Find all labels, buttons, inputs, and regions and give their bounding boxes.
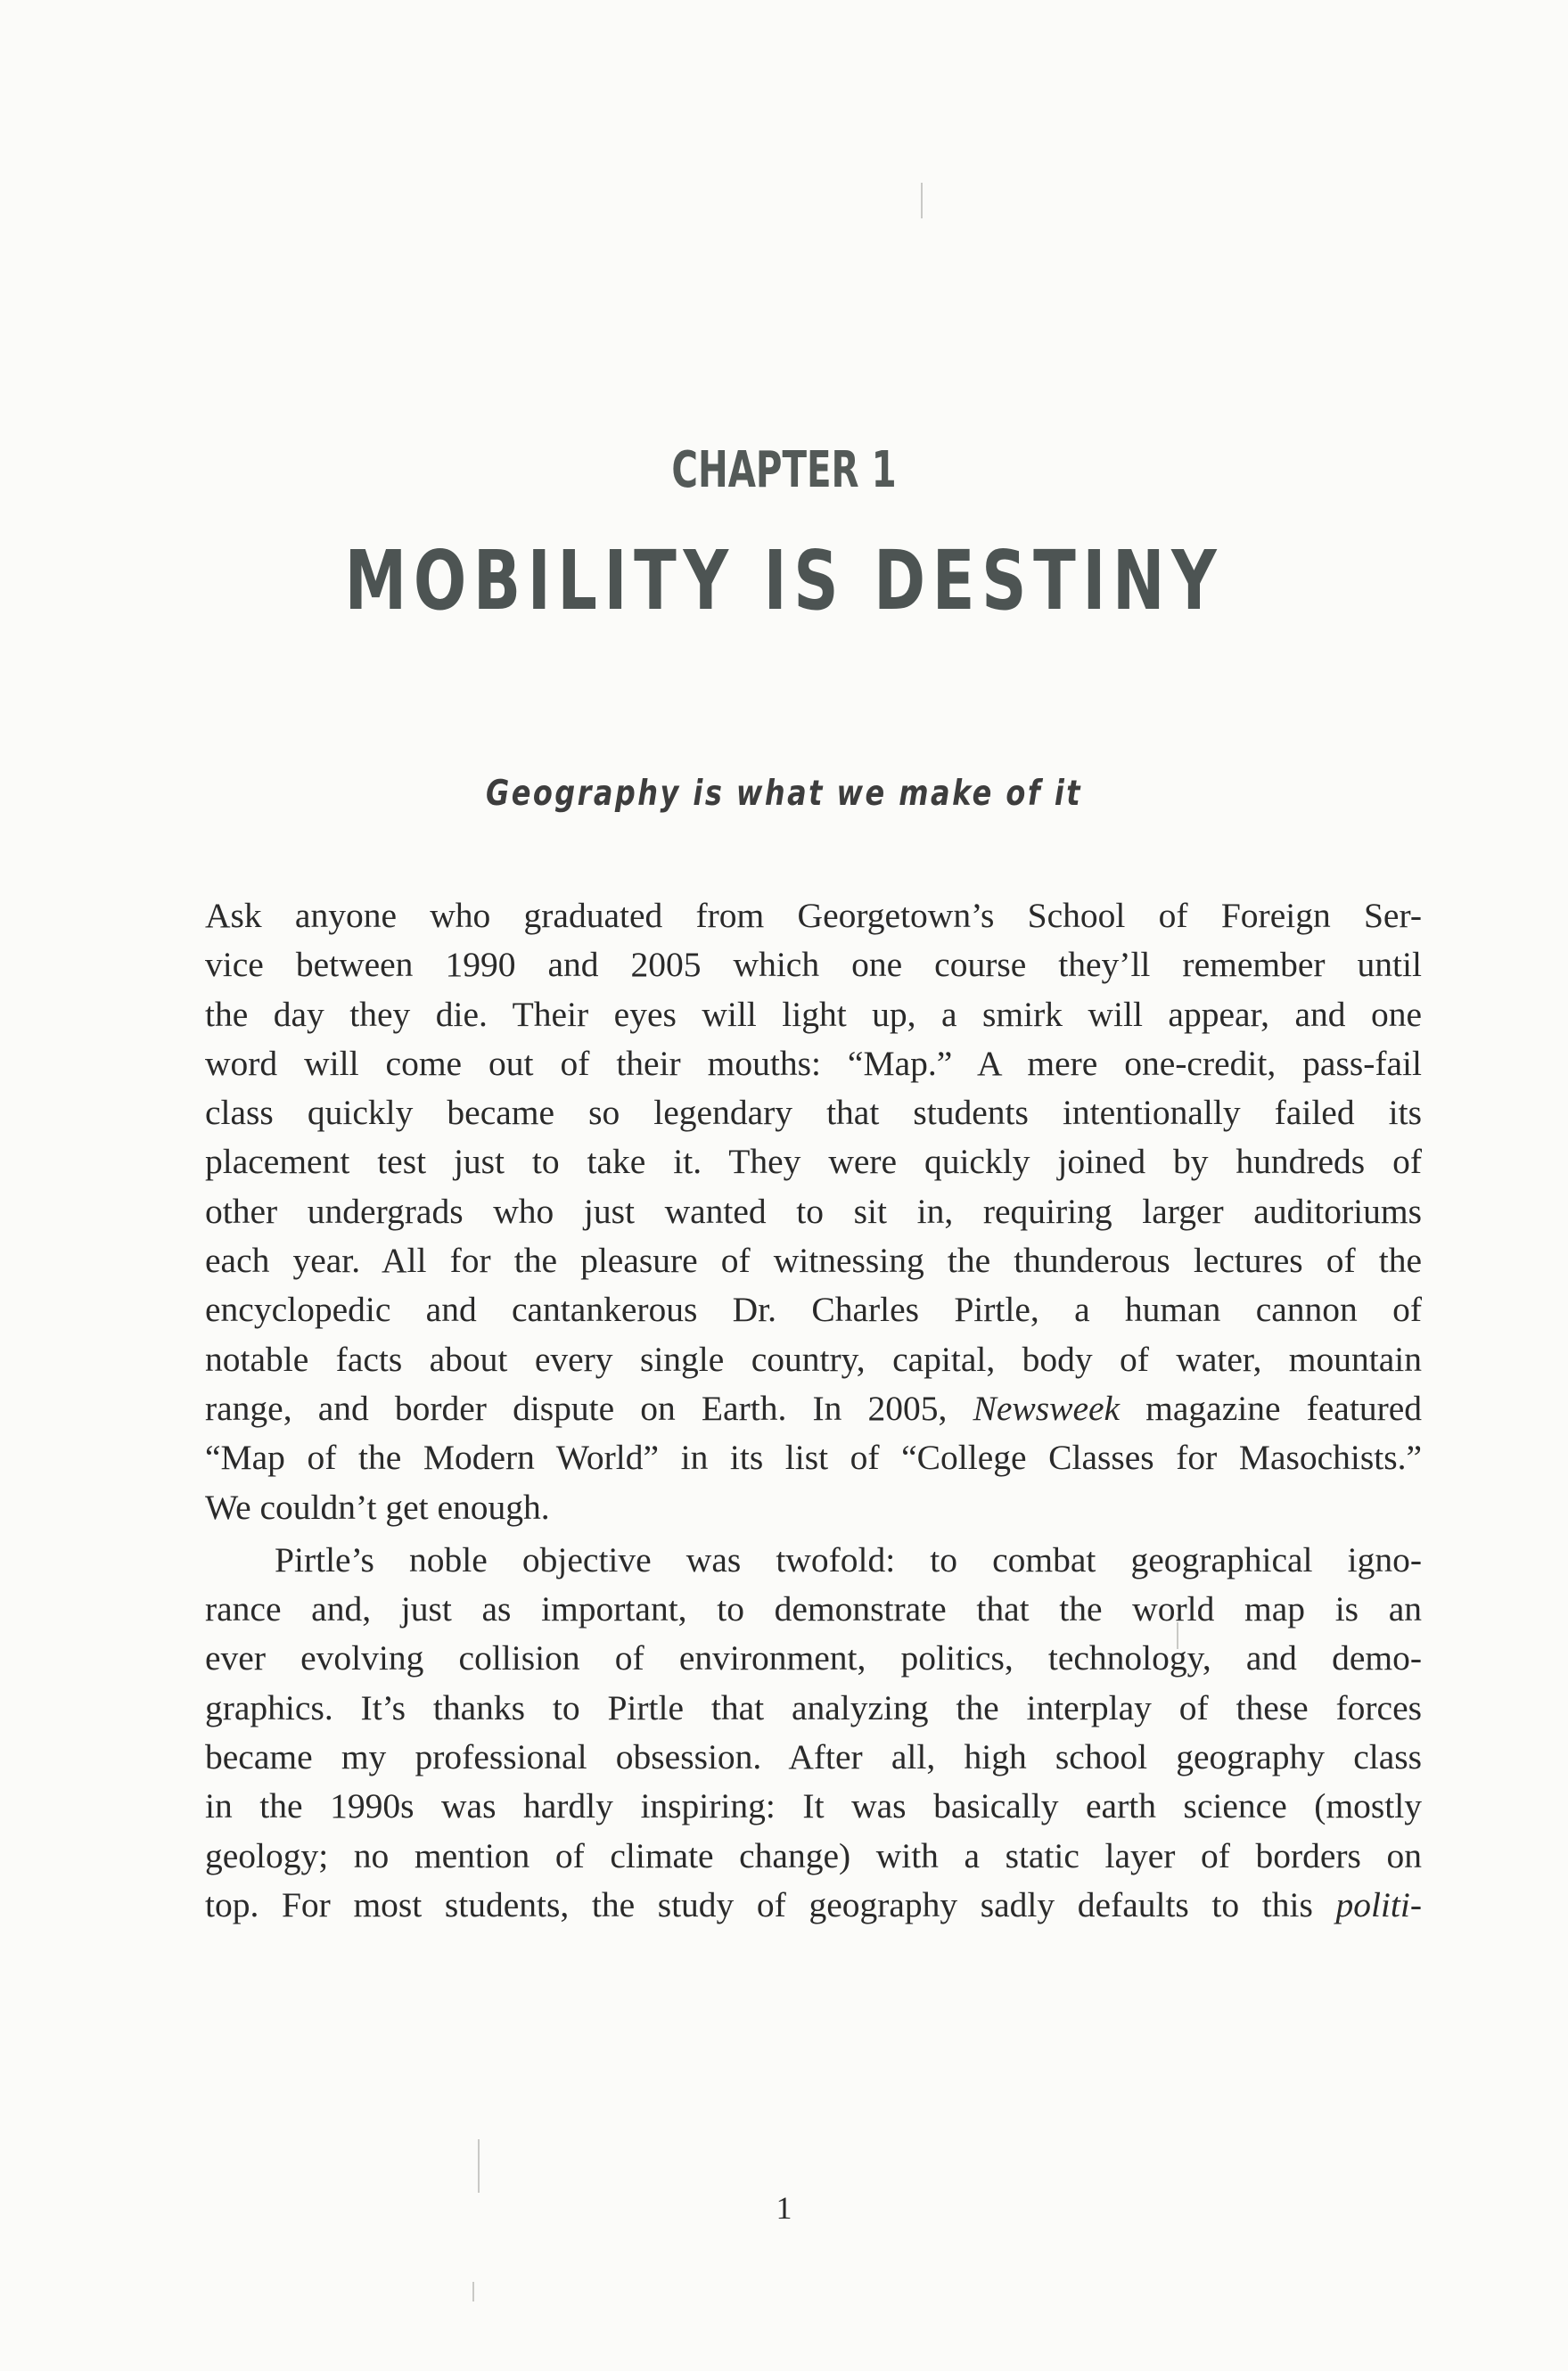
paragraph-2 xyxy=(205,1536,1422,1930)
text-line: class quickly became so legendary that students intentionally failed its xyxy=(205,1093,1422,1133)
text-line: We couldn’t get enough. xyxy=(205,1487,550,1527)
text-line: geology; no mention of climate change) with a static layer of borders on xyxy=(205,1835,1422,1875)
text-line: vice between 1990 and 2005 which one course they’ll remember until xyxy=(205,945,1422,985)
scan-speck xyxy=(472,2282,474,2301)
text-line: Pirtle’s noble objective was twofold: to combat geographical igno- xyxy=(275,1539,1422,1579)
text-line: rance and, just as important, to demonstrate that the world map is an xyxy=(205,1589,1422,1629)
text-line: notable facts about every single country, capital, body of water, mountain xyxy=(205,1339,1422,1379)
text-line xyxy=(205,1384,1422,1433)
text-segment: top. For most students, the study of geography sadly defaults to this xyxy=(205,1884,1313,1924)
text-line: encyclopedic and cantankerous Dr. Charles Pirtle, a human cannon of xyxy=(205,1290,1422,1330)
text-line: each year. All for the pleasure of witnessing the thunderous lectures of the xyxy=(205,1241,1422,1281)
text-line: other undergrads who just wanted to sit in, requiring larger auditoriums xyxy=(205,1191,1422,1231)
text-segment: range, and border dispute on Earth. In 2005, xyxy=(205,1388,948,1428)
text-line: in the 1990s was hardly inspiring: It was basically earth science (mostly xyxy=(205,1786,1422,1826)
text-line: ever evolving collision of environment, politics, technology, and demo- xyxy=(205,1638,1422,1678)
text-segment: magazine featured xyxy=(1145,1388,1422,1428)
chapter-title: MOBILITY IS DESTINY xyxy=(344,533,1224,628)
scan-speck xyxy=(921,183,923,218)
italic-title: Newsweek xyxy=(973,1388,1121,1428)
body-text xyxy=(205,891,1422,1930)
text-line: the day they die. Their eyes will light up, a smirk will appear, and one xyxy=(205,994,1422,1034)
text-line: word will come out of their mouths: “Map.” A mere one-credit, pass-fail xyxy=(205,1043,1422,1083)
page-number: 1 xyxy=(776,2190,792,2226)
text-line xyxy=(205,1881,1422,1930)
text-line: became my professional obsession. After all, high school geography class xyxy=(205,1737,1422,1777)
text-line: graphics. It’s thanks to Pirtle that analyzing the interplay of these forces xyxy=(205,1687,1422,1727)
text-line: Ask anyone who graduated from Georgetown’s School of Foreign Ser- xyxy=(205,896,1422,935)
chapter-epigraph: Geography is what we make of it xyxy=(486,774,1082,814)
scan-speck xyxy=(478,2139,480,2193)
text-line: placement test just to take it. They were quickly joined by hundreds of xyxy=(205,1142,1422,1182)
italic-word: politi- xyxy=(1335,1884,1423,1924)
text-line: “Map of the Modern World” in its list of “College Classes for Masochists.” xyxy=(205,1438,1422,1478)
chapter-label: CHAPTER 1 xyxy=(671,441,897,499)
paragraph-1 xyxy=(205,891,1422,1532)
